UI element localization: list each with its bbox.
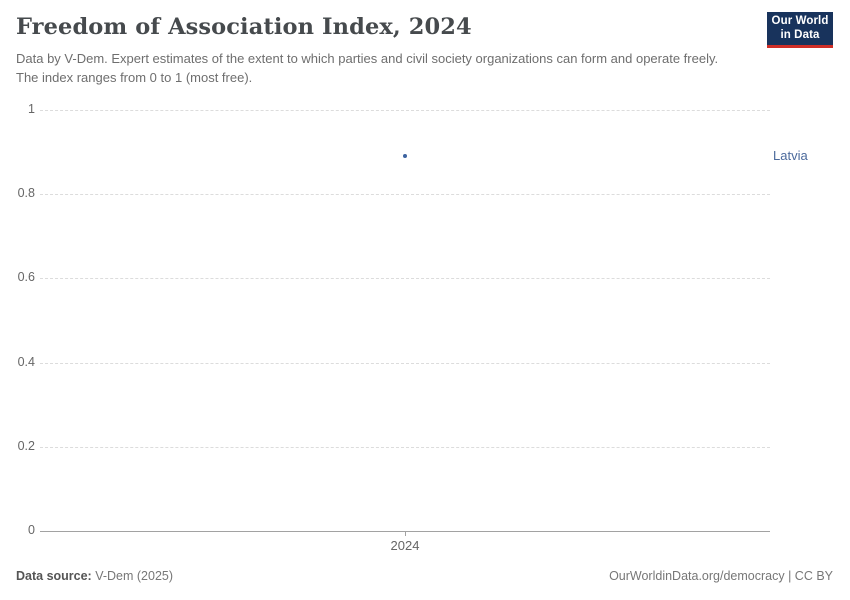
gridline	[40, 278, 770, 279]
chart-title: Freedom of Association Index, 2024	[16, 14, 472, 40]
owid-logo-line2: in Data	[780, 28, 820, 41]
chart-subtitle: Data by V-Dem. Expert estimates of the extent to which parties and civil society organizations can form and operate freely. The index ranges from 0 to 1 (most free).	[16, 51, 719, 85]
y-tick-label: 1	[28, 102, 35, 116]
data-point-latvia[interactable]	[403, 154, 407, 158]
data-source-value: V-Dem (2025)	[91, 569, 174, 583]
gridline	[40, 447, 770, 448]
x-tick-mark	[405, 531, 406, 536]
owid-logo-line1: Our World	[771, 15, 829, 27]
x-tick-label: 2024	[390, 538, 420, 553]
credit-link[interactable]: OurWorldinData.org/democracy | CC BY	[609, 569, 833, 583]
data-source-label: Data source:	[16, 569, 92, 583]
data-source	[16, 569, 173, 583]
gridline	[40, 363, 770, 364]
gridline	[40, 194, 770, 195]
y-tick-label: 0.4	[17, 354, 35, 369]
y-tick-label: 0.2	[17, 438, 35, 453]
entity-label-latvia[interactable]: Latvia	[773, 148, 808, 164]
y-tick-label: 0	[28, 523, 35, 537]
y-tick-label: 0.8	[17, 186, 35, 201]
gridline	[40, 110, 770, 111]
y-tick-label: 0.6	[17, 270, 35, 285]
